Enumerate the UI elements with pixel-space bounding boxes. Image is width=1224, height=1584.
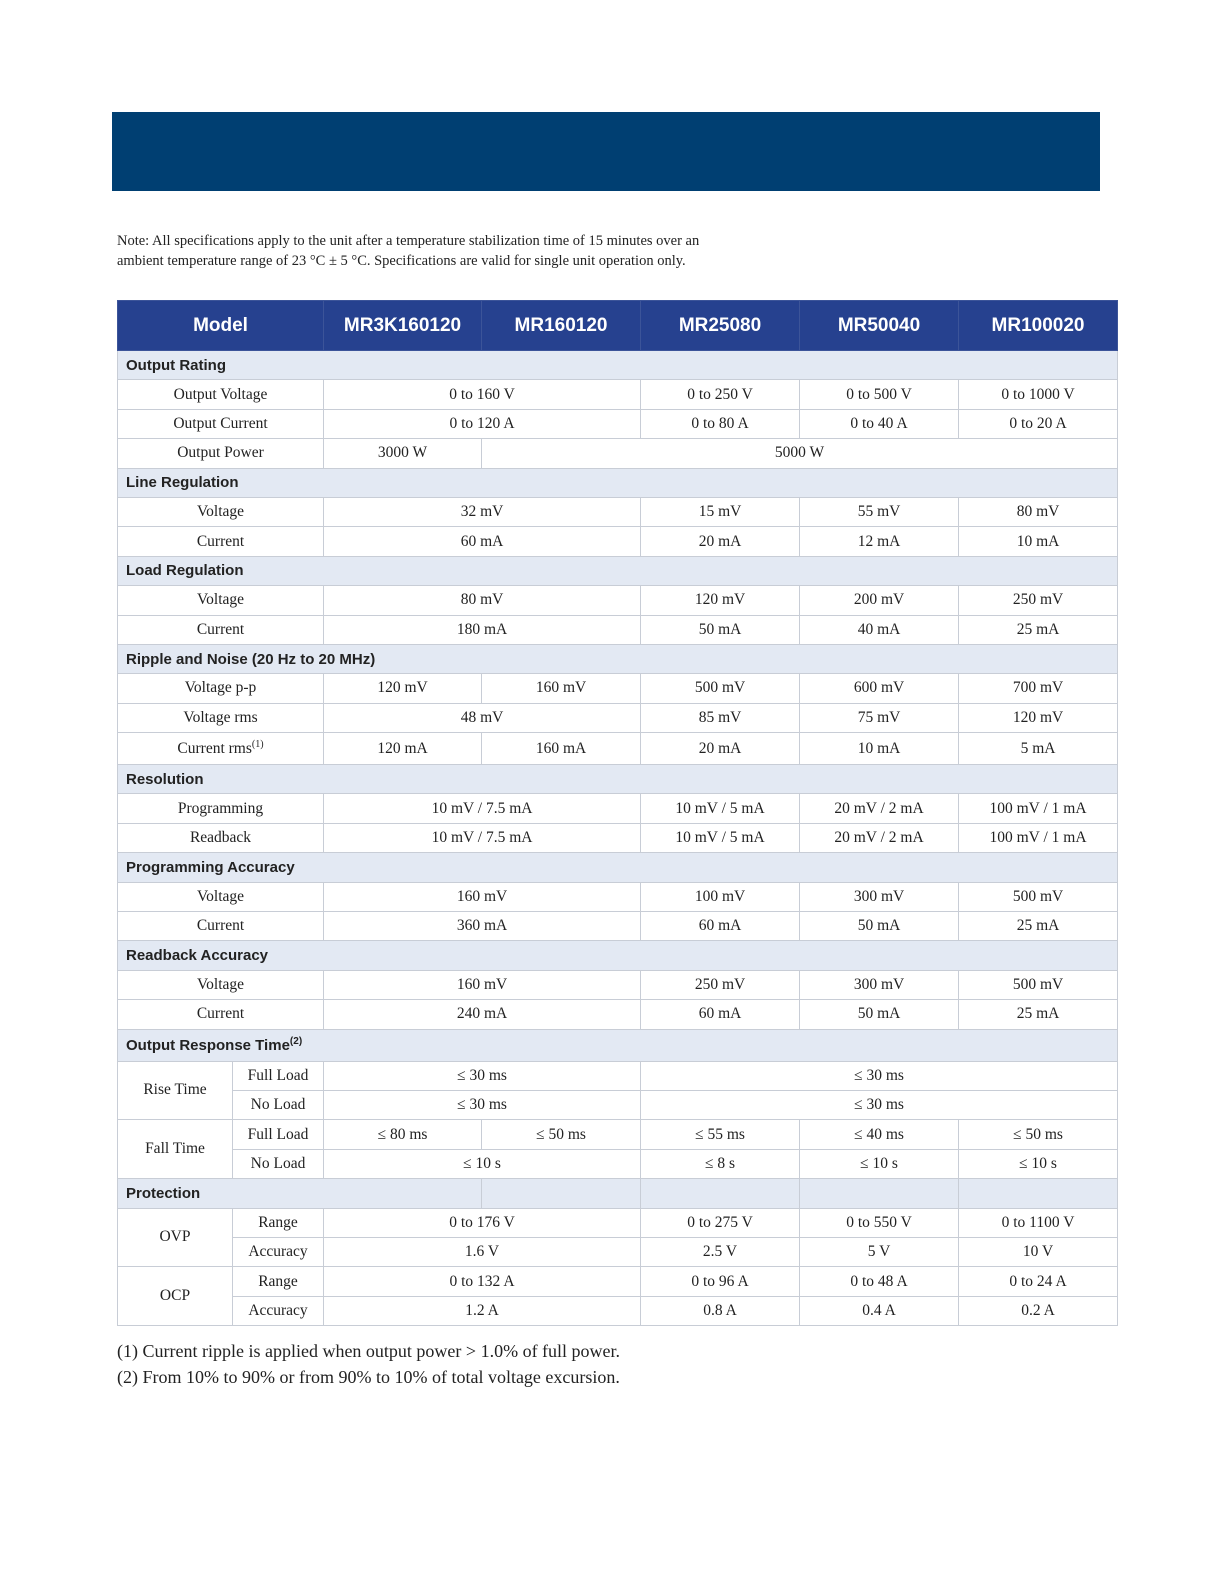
table-cell: 85 mV [641, 703, 800, 732]
table-cell: 160 mV [482, 674, 641, 703]
footnote-2: (2) From 10% to 90% or from 90% to 10% of total voltage excursion. [117, 1367, 620, 1387]
row-label: Voltage [118, 970, 324, 999]
table-cell: 160 mA [482, 733, 641, 765]
section-title [118, 1029, 1118, 1061]
row-label: Voltage [118, 882, 324, 911]
table-row [118, 674, 1118, 703]
table-cell: 300 mV [800, 882, 959, 911]
table-cell: 10 mV / 7.5 mA [324, 823, 641, 852]
table-cell: 120 mV [959, 703, 1118, 732]
table-cell: ≤ 10 s [959, 1149, 1118, 1178]
table-cell: 0.8 A [641, 1296, 800, 1325]
table-row [118, 1090, 1118, 1119]
table-row [118, 794, 1118, 823]
table-cell: 25 mA [959, 912, 1118, 941]
row-label: Current [118, 1000, 324, 1029]
table-cell: 100 mV / 1 mA [959, 823, 1118, 852]
row-group-label: Rise Time [118, 1061, 233, 1120]
table-cell: 120 mV [641, 586, 800, 615]
table-row [118, 1149, 1118, 1178]
table-cell: 25 mA [959, 1000, 1118, 1029]
row-group-label: OVP [118, 1208, 233, 1267]
section-title: Programming Accuracy [118, 853, 1118, 882]
row-label: Voltage [118, 586, 324, 615]
table-cell: ≤ 50 ms [482, 1120, 641, 1149]
table-cell: 48 mV [324, 703, 641, 732]
table-cell: 0 to 132 A [324, 1267, 641, 1296]
row-group-label: OCP [118, 1267, 233, 1326]
section-readback-accuracy [118, 941, 1118, 970]
header-model: Model [118, 301, 324, 351]
note-line-2: ambient temperature range of 23 °C ± 5 °C. Specifications are valid for single unit operation only. [117, 253, 686, 269]
table-cell: 500 mV [959, 882, 1118, 911]
table-cell: 600 mV [800, 674, 959, 703]
table-cell: 20 mV / 2 mA [800, 794, 959, 823]
table-cell: 10 mA [800, 733, 959, 765]
header-mr160120: MR160120 [482, 301, 641, 351]
table-cell: 25 mA [959, 615, 1118, 644]
table-cell: 0 to 250 V [641, 380, 800, 409]
row-label: Programming [118, 794, 324, 823]
section-title: Line Regulation [118, 468, 1118, 497]
table-row [118, 1237, 1118, 1266]
section-title: Ripple and Noise (20 Hz to 20 MHz) [118, 644, 1118, 673]
header-mr25080: MR25080 [641, 301, 800, 351]
table-cell: 1.6 V [324, 1237, 641, 1266]
table-cell: 250 mV [641, 970, 800, 999]
table-cell: 0 to 48 A [800, 1267, 959, 1296]
footnote-1: (1) Current ripple is applied when output power > 1.0% of full power. [117, 1341, 621, 1361]
table-cell: ≤ 10 s [800, 1149, 959, 1178]
row-label: Current [118, 912, 324, 941]
table-cell: 300 mV [800, 970, 959, 999]
header-mr3k160120: MR3K160120 [324, 301, 482, 351]
table-cell: 12 mA [800, 527, 959, 556]
section-load-regulation [118, 556, 1118, 585]
table-cell: 5 mA [959, 733, 1118, 765]
table-cell: 0 to 176 V [324, 1208, 641, 1237]
specifications-table [117, 300, 1118, 1326]
section-line-regulation [118, 468, 1118, 497]
table-row [118, 1296, 1118, 1325]
table-row [118, 1000, 1118, 1029]
section-title: Protection [118, 1179, 482, 1208]
table-row [118, 1120, 1118, 1149]
table-cell: 75 mV [800, 703, 959, 732]
table-row [118, 586, 1118, 615]
table-cell: ≤ 30 ms [641, 1061, 1118, 1090]
row-label: Voltage rms [118, 703, 324, 732]
row-sublabel: No Load [233, 1149, 324, 1178]
row-label: Output Voltage [118, 380, 324, 409]
table-cell: ≤ 50 ms [959, 1120, 1118, 1149]
table-cell: 32 mV [324, 497, 641, 526]
table-row [118, 823, 1118, 852]
section-title: Output Rating [118, 351, 1118, 380]
table-cell: 200 mV [800, 586, 959, 615]
row-sublabel: Range [233, 1267, 324, 1296]
table-cell: 100 mV / 1 mA [959, 794, 1118, 823]
table-cell: 0 to 275 V [641, 1208, 800, 1237]
table-row [118, 615, 1118, 644]
table-cell: ≤ 55 ms [641, 1120, 800, 1149]
table-cell: 80 mV [959, 497, 1118, 526]
table-cell: 60 mA [324, 527, 641, 556]
table-cell: 10 V [959, 1237, 1118, 1266]
footnote-ref-2: (2) [289, 1035, 303, 1047]
section-output-rating [118, 351, 1118, 380]
table-cell: 0.4 A [800, 1296, 959, 1325]
table-cell: 80 mV [324, 586, 641, 615]
section-filler-cell [482, 1179, 641, 1208]
table-row [118, 497, 1118, 526]
section-filler-cell [641, 1179, 800, 1208]
section-output-response-time [118, 1029, 1118, 1061]
table-row [118, 970, 1118, 999]
table-cell: 0.2 A [959, 1296, 1118, 1325]
row-label: Voltage [118, 497, 324, 526]
section-ripple-noise [118, 644, 1118, 673]
table-cell: ≤ 8 s [641, 1149, 800, 1178]
table-cell: ≤ 10 s [324, 1149, 641, 1178]
table-cell: 50 mA [800, 1000, 959, 1029]
table-cell: ≤ 30 ms [641, 1090, 1118, 1119]
table-cell: 250 mV [959, 586, 1118, 615]
table-cell: 0 to 500 V [800, 380, 959, 409]
footnotes [117, 1338, 1017, 1390]
table-row [118, 703, 1118, 732]
table-cell: 15 mV [641, 497, 800, 526]
table-row [118, 380, 1118, 409]
table-cell: 10 mA [959, 527, 1118, 556]
row-sublabel: Full Load [233, 1061, 324, 1090]
row-sublabel: Range [233, 1208, 324, 1237]
row-sublabel: No Load [233, 1090, 324, 1119]
section-title: Readback Accuracy [118, 941, 1118, 970]
table-cell: 0 to 40 A [800, 409, 959, 438]
table-cell: 40 mA [800, 615, 959, 644]
section-title: Load Regulation [118, 556, 1118, 585]
table-cell: 50 mA [641, 615, 800, 644]
row-label-text: Current rms [177, 739, 252, 757]
table-row [118, 1267, 1118, 1296]
table-cell: 0 to 24 A [959, 1267, 1118, 1296]
table-cell: 0 to 1000 V [959, 380, 1118, 409]
table-cell: 60 mA [641, 912, 800, 941]
table-cell: 5000 W [482, 439, 1118, 468]
table-cell: 0 to 1100 V [959, 1208, 1118, 1237]
table-cell: 0 to 550 V [800, 1208, 959, 1237]
table-cell: 10 mV / 5 mA [641, 794, 800, 823]
table-cell: 180 mA [324, 615, 641, 644]
table-cell: 60 mA [641, 1000, 800, 1029]
table-header-row [118, 301, 1118, 351]
header-mr100020: MR100020 [959, 301, 1118, 351]
table-cell: 120 mA [324, 733, 482, 765]
table-cell: 50 mA [800, 912, 959, 941]
table-cell: 1.2 A [324, 1296, 641, 1325]
row-label: Current [118, 527, 324, 556]
table-cell: 3000 W [324, 439, 482, 468]
row-label: Current [118, 615, 324, 644]
table-cell: 20 mV / 2 mA [800, 823, 959, 852]
table-cell: 100 mV [641, 882, 800, 911]
header-mr50040: MR50040 [800, 301, 959, 351]
section-resolution [118, 765, 1118, 794]
table-row [118, 527, 1118, 556]
table-cell: ≤ 40 ms [800, 1120, 959, 1149]
table-row [118, 733, 1118, 765]
row-label: Readback [118, 823, 324, 852]
table-row [118, 912, 1118, 941]
table-cell: 5 V [800, 1237, 959, 1266]
table-cell: ≤ 80 ms [324, 1120, 482, 1149]
table-cell: 0 to 160 V [324, 380, 641, 409]
table-cell: 20 mA [641, 733, 800, 765]
section-filler-cell [800, 1179, 959, 1208]
row-sublabel: Full Load [233, 1120, 324, 1149]
header-banner [112, 112, 1100, 191]
section-title: Resolution [118, 765, 1118, 794]
row-label [118, 733, 324, 765]
spec-note [117, 231, 837, 271]
table-cell: ≤ 30 ms [324, 1061, 641, 1090]
table-cell: 160 mV [324, 882, 641, 911]
table-cell: 500 mV [641, 674, 800, 703]
row-label: Voltage p-p [118, 674, 324, 703]
table-cell: 500 mV [959, 970, 1118, 999]
section-title-text: Output Response Time [126, 1036, 290, 1054]
table-cell: 120 mV [324, 674, 482, 703]
table-row [118, 882, 1118, 911]
table-cell: 10 mV / 5 mA [641, 823, 800, 852]
table-cell: 0 to 80 A [641, 409, 800, 438]
section-filler-cell [959, 1179, 1118, 1208]
table-cell: 55 mV [800, 497, 959, 526]
section-protection [118, 1179, 1118, 1208]
table-cell: 160 mV [324, 970, 641, 999]
section-programming-accuracy [118, 853, 1118, 882]
row-group-label: Fall Time [118, 1120, 233, 1179]
row-label: Output Power [118, 439, 324, 468]
table-cell: 360 mA [324, 912, 641, 941]
table-cell: 0 to 20 A [959, 409, 1118, 438]
table-cell: 0 to 120 A [324, 409, 641, 438]
table-row [118, 1061, 1118, 1090]
table-row [118, 409, 1118, 438]
table-row [118, 1208, 1118, 1237]
table-cell: 10 mV / 7.5 mA [324, 794, 641, 823]
table-cell: 240 mA [324, 1000, 641, 1029]
row-sublabel: Accuracy [233, 1296, 324, 1325]
table-row [118, 439, 1118, 468]
row-sublabel: Accuracy [233, 1237, 324, 1266]
table-cell: 700 mV [959, 674, 1118, 703]
note-line-1: Note: All specifications apply to the unit after a temperature stabilization time of 15 minutes over an [117, 233, 700, 249]
table-cell: ≤ 30 ms [324, 1090, 641, 1119]
row-label: Output Current [118, 409, 324, 438]
table-cell: 2.5 V [641, 1237, 800, 1266]
footnote-ref-1: (1) [251, 738, 264, 750]
table-cell: 20 mA [641, 527, 800, 556]
table-cell: 0 to 96 A [641, 1267, 800, 1296]
